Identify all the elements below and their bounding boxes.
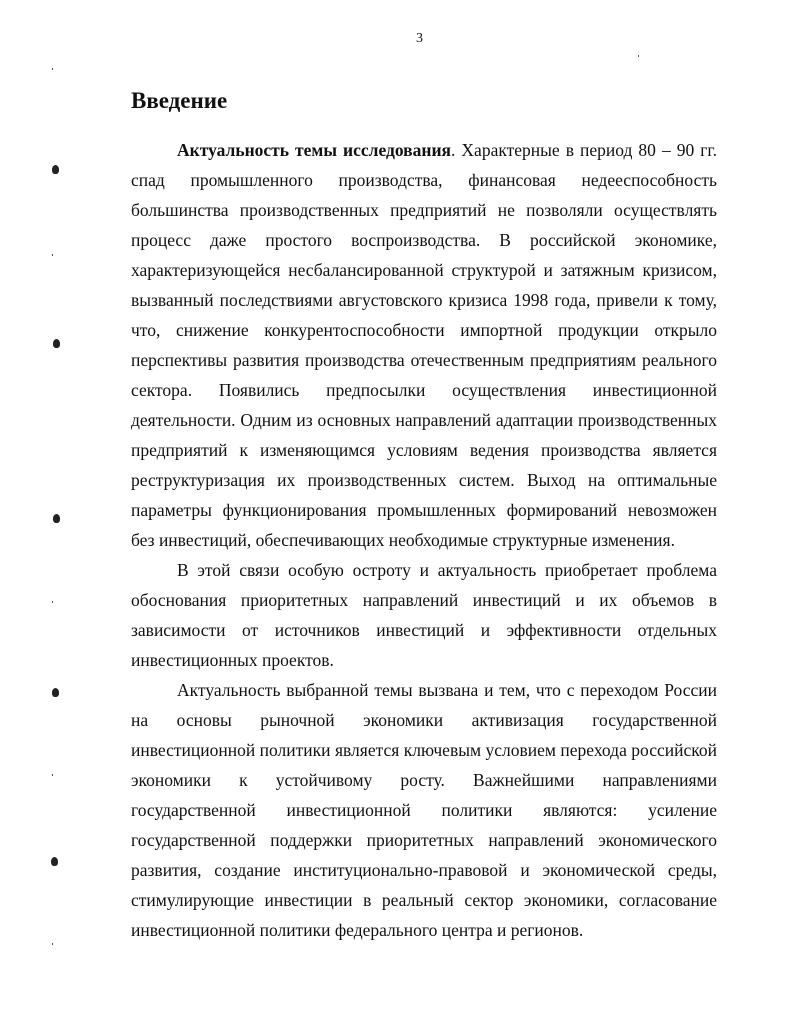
scan-speck [52,943,53,945]
paragraph-text: . Характерные в период 80 – 90 гг. спад промышленного производства, финансовая недееспособность большинства производственных предприятий не позволяли осуществлять процесс даже простого воспроизводства. В российской экономике, характеризующейся несбалансированной структурой и затяжным кризисом, вызванный последствиями августовского кризиса 1998 года, привели к тому, что, снижение конкурентоспособности импортной продукции открыло перспективы развития производства отечественным предприятиям реального сектора. Появились предпосылки осуществления инвестиционной деятельности. Одним из основных направлений адаптации производственных предприятий к изменяющимся условиям ведения производства является реструктуризация их производственных систем. Выход на оптимальные параметры функционирования промышленных формирований невозможен без инвестиций, обеспечивающих необходимые структурные изменения. [131,140,718,550]
scan-speck [638,55,639,57]
binding-hole-mark [53,514,60,523]
paragraph-lead: Актуальность темы исследования [177,140,452,160]
paragraph-relevance [131,135,717,555]
scan-speck [52,254,53,256]
paragraph-investment-problem: В этой связи особую остроту и актуальность приобретает проблема обоснования приоритетных направлений инвестиций и их объемов в зависимости от источников инвестиций и эффективности отдельных инвестиционных проектов. [131,560,717,670]
binding-hole-mark [53,339,60,348]
body-text [131,135,717,945]
section-heading: Введение [131,88,228,113]
binding-hole-mark [52,165,59,174]
scan-speck [52,68,53,70]
scan-speck [52,774,53,776]
binding-hole-mark [51,857,58,866]
paragraph-policy: Актуальность выбранной темы вызвана и тем, что с переходом России на основы рыночной экономики активизация государственной инвестиционной политики является ключевым условием перехода российской экономики к устойчивому росту. Важнейшими направлениями государственной инвестиционной политики являются: усиление государственной поддержки приоритетных направлений экономического развития, создание институционально-правовой и экономической среды, стимулирующие инвестиции в реальный сектор экономики, согласование инвестиционной политики федерального центра и регионов. [131,680,717,940]
scan-speck [52,601,53,603]
binding-hole-mark [52,688,59,697]
page-number: 3 [416,31,423,46]
